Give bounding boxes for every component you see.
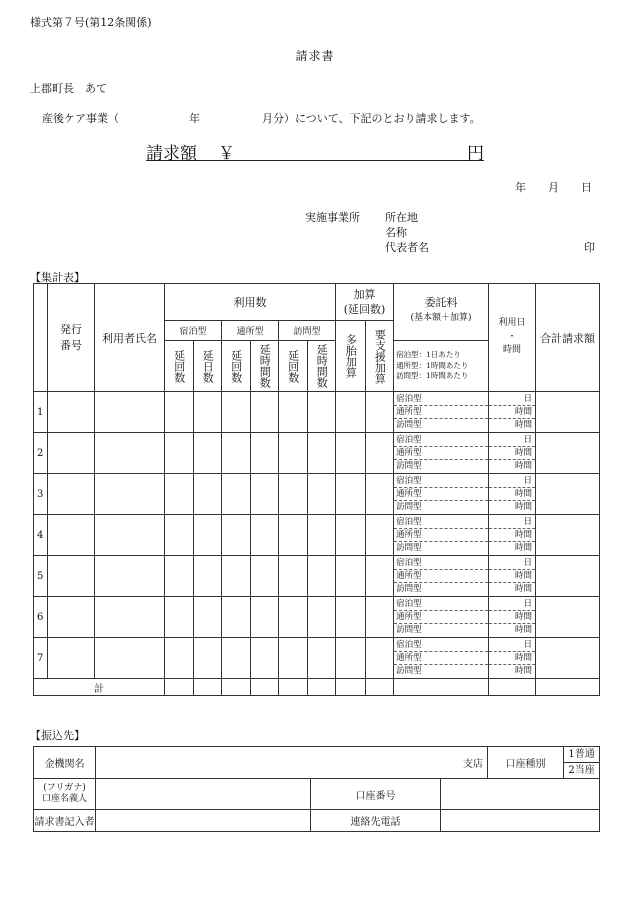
fee-cell[interactable] — [394, 392, 489, 433]
row-number-header — [34, 284, 48, 392]
writer-field[interactable] — [96, 810, 311, 832]
use-hours-label: 時間 — [503, 345, 522, 356]
account-number-field[interactable] — [441, 779, 600, 810]
use-days-header — [489, 284, 536, 392]
use-unit-line: 時間 — [489, 406, 535, 419]
amount-field[interactable] — [146, 141, 484, 164]
stay-type-header: 宿泊型 — [165, 321, 222, 341]
fee-note-daycare: 通所型：1時間あたり — [396, 360, 469, 370]
furigana-label: (フリガナ) — [43, 782, 86, 793]
bank-name-field[interactable] — [96, 747, 488, 779]
count-cell[interactable] — [194, 556, 222, 597]
fee-type-line: 訪問型 — [396, 501, 422, 512]
total-amount-cell[interactable] — [536, 556, 600, 597]
bank-name-label: 金機関名 — [34, 747, 96, 779]
fee-type-line: 通所型 — [394, 570, 488, 583]
issue-number-cell[interactable] — [48, 638, 95, 679]
fee-cell[interactable] — [394, 556, 489, 597]
count-cell[interactable] — [336, 433, 366, 474]
fee-type-line: 訪問型 — [396, 542, 422, 553]
total-amount-cell[interactable] — [536, 597, 600, 638]
fee-cell[interactable] — [394, 515, 489, 556]
representative-label: 代表者名 — [385, 241, 429, 254]
count-cell[interactable] — [222, 433, 251, 474]
count-cell[interactable] — [194, 392, 222, 433]
summary-row — [34, 392, 600, 433]
user-name-cell[interactable] — [95, 556, 165, 597]
intro-year: 年 — [189, 112, 200, 125]
row-number: 5 — [34, 556, 48, 597]
use-unit-line: 日 — [489, 434, 535, 447]
phone-field[interactable] — [441, 810, 600, 832]
stay-days-header: 延日数 — [194, 341, 222, 392]
use-days-dot: ・ — [507, 331, 517, 342]
total-cell[interactable] — [366, 679, 394, 696]
total-amount-cell[interactable] — [536, 392, 600, 433]
date-year: 年 — [515, 181, 526, 194]
branch-label: 支店 — [463, 759, 484, 770]
count-cell[interactable] — [279, 597, 308, 638]
count-cell[interactable] — [165, 597, 194, 638]
use-unit-line: 時間 — [489, 652, 535, 665]
count-cell[interactable] — [336, 474, 366, 515]
count-cell[interactable] — [366, 638, 394, 679]
count-cell[interactable] — [222, 392, 251, 433]
user-name-cell[interactable] — [95, 638, 165, 679]
addition-title: 加算 — [353, 287, 376, 301]
account-type-label: 口座種別 — [488, 747, 564, 779]
use-unit-line: 時間 — [515, 542, 533, 553]
count-cell[interactable] — [366, 433, 394, 474]
holder-label: 口座名義人 — [41, 794, 87, 804]
business-name-label: 名称 — [385, 226, 407, 239]
addressee: 上郡町長 あて — [30, 82, 107, 95]
count-cell[interactable] — [279, 515, 308, 556]
count-cell[interactable] — [279, 433, 308, 474]
summary-row — [34, 474, 600, 515]
fee-cell[interactable] — [394, 474, 489, 515]
daycare-hours-header: 延時間数 — [251, 341, 279, 392]
count-cell[interactable] — [366, 474, 394, 515]
use-days-cell[interactable] — [489, 433, 536, 474]
count-cell[interactable] — [279, 474, 308, 515]
stay-times-header: 延回数 — [165, 341, 194, 392]
fee-type-line: 宿泊型 — [394, 639, 488, 652]
user-name-header: 利用者氏名 — [95, 284, 165, 392]
fee-type-line: 通所型 — [394, 611, 488, 624]
total-cell[interactable] — [279, 679, 308, 696]
intro-sentence — [42, 110, 481, 126]
total-cell[interactable] — [251, 679, 279, 696]
issue-number-cell[interactable] — [48, 597, 95, 638]
use-days-cell[interactable] — [489, 556, 536, 597]
fee-note-stay: 宿泊型：1日あたり — [396, 349, 461, 359]
fee-type-line: 訪問型 — [396, 665, 422, 676]
business-label: 実施事業所 — [305, 211, 360, 224]
document-title: 請求書 — [295, 49, 335, 63]
business-address-label: 所在地 — [385, 211, 418, 224]
fee-type-line: 宿泊型 — [394, 434, 488, 447]
seal-mark: 印 — [584, 241, 595, 254]
count-cell[interactable] — [251, 638, 279, 679]
use-unit-line: 時間 — [489, 447, 535, 460]
count-cell[interactable] — [222, 638, 251, 679]
summary-row — [34, 597, 600, 638]
visit-hours-header: 延時間数 — [308, 341, 336, 392]
date-day: 日 — [581, 181, 592, 194]
fee-cell[interactable] — [394, 597, 489, 638]
issue-number-cell[interactable] — [48, 515, 95, 556]
count-cell[interactable] — [194, 433, 222, 474]
use-days-cell[interactable] — [489, 638, 536, 679]
count-cell[interactable] — [222, 474, 251, 515]
use-unit-line: 時間 — [515, 624, 533, 635]
total-amount-cell[interactable] — [536, 474, 600, 515]
count-cell[interactable] — [308, 556, 336, 597]
row-number: 1 — [34, 392, 48, 433]
visit-type-header: 訪問型 — [279, 321, 336, 341]
issue-number-cell[interactable] — [48, 392, 95, 433]
use-unit-line: 時間 — [489, 611, 535, 624]
count-cell[interactable] — [222, 515, 251, 556]
count-cell[interactable] — [366, 556, 394, 597]
count-cell[interactable] — [251, 474, 279, 515]
use-unit-line: 日 — [489, 598, 535, 611]
use-unit-line: 日 — [489, 516, 535, 529]
fee-type-line: 通所型 — [394, 529, 488, 542]
count-cell[interactable] — [366, 392, 394, 433]
count-cell[interactable] — [194, 474, 222, 515]
bank-section-title: 【振込先】 — [30, 729, 85, 742]
total-cell[interactable] — [165, 679, 194, 696]
account-holder-field[interactable] — [96, 779, 311, 810]
count-cell[interactable] — [251, 392, 279, 433]
row-number: 2 — [34, 433, 48, 474]
count-cell[interactable] — [366, 597, 394, 638]
use-days-cell[interactable] — [489, 392, 536, 433]
count-cell[interactable] — [165, 515, 194, 556]
fee-type-line: 訪問型 — [396, 460, 422, 471]
amount-unit: 円 — [467, 144, 484, 164]
fee-cell[interactable] — [394, 638, 489, 679]
summary-row — [34, 556, 600, 597]
use-unit-line: 時間 — [489, 529, 535, 542]
count-cell[interactable] — [279, 556, 308, 597]
user-name-cell[interactable] — [95, 433, 165, 474]
fee-header — [394, 284, 489, 341]
count-cell[interactable] — [165, 433, 194, 474]
fee-title: 委託料 — [424, 296, 458, 309]
count-cell[interactable] — [251, 515, 279, 556]
use-unit-line: 日 — [489, 393, 535, 406]
fee-type-line: 通所型 — [394, 447, 488, 460]
account-type-ordinary[interactable]: 1普通 — [564, 747, 599, 763]
count-cell[interactable] — [308, 433, 336, 474]
account-type-options[interactable] — [564, 747, 600, 779]
total-cell[interactable] — [222, 679, 251, 696]
use-unit-line: 日 — [489, 639, 535, 652]
fee-type-line: 訪問型 — [396, 583, 422, 594]
intro-prefix: 産後ケア事業（ — [42, 112, 119, 125]
count-cell[interactable] — [336, 556, 366, 597]
total-amount-cell[interactable] — [536, 638, 600, 679]
usage-header: 利用数 — [165, 284, 336, 321]
total-cell[interactable] — [194, 679, 222, 696]
bank-table — [33, 746, 600, 832]
use-unit-line: 時間 — [515, 665, 533, 676]
count-cell[interactable] — [165, 556, 194, 597]
user-name-cell[interactable] — [95, 474, 165, 515]
row-number: 7 — [34, 638, 48, 679]
count-cell[interactable] — [222, 556, 251, 597]
count-cell[interactable] — [279, 392, 308, 433]
summary-row — [34, 515, 600, 556]
total-cell[interactable] — [308, 679, 336, 696]
issue-number-cell[interactable] — [48, 556, 95, 597]
account-number-label: 口座番号 — [311, 779, 441, 810]
date-month: 月 — [548, 181, 559, 194]
fee-type-line: 宿泊型 — [394, 475, 488, 488]
intro-suffix: 月分）について、下記のとおり請求します。 — [262, 112, 481, 125]
count-cell[interactable] — [308, 392, 336, 433]
summary-section-title: 【集計表】 — [30, 271, 85, 284]
row-number: 3 — [34, 474, 48, 515]
total-cell[interactable] — [489, 679, 536, 696]
row-number: 4 — [34, 515, 48, 556]
fee-type-line: 宿泊型 — [394, 557, 488, 570]
user-name-cell[interactable] — [95, 392, 165, 433]
summary-table — [33, 283, 600, 696]
summary-row — [34, 638, 600, 679]
yen-symbol: ￥ — [218, 144, 235, 164]
use-days-label: 利用日 — [498, 318, 526, 329]
count-cell[interactable] — [336, 638, 366, 679]
daycare-type-header: 通所型 — [222, 321, 279, 341]
user-name-cell[interactable] — [95, 515, 165, 556]
user-name-cell[interactable] — [95, 597, 165, 638]
writer-label: 請求書記入者 — [34, 810, 96, 832]
total-amount-cell[interactable] — [536, 515, 600, 556]
fee-type-line: 宿泊型 — [394, 516, 488, 529]
use-unit-line: 時間 — [515, 583, 533, 594]
issue-number-cell[interactable] — [48, 474, 95, 515]
summary-rows — [34, 392, 600, 679]
multiple-birth-header: 多胎加算 — [336, 321, 366, 392]
use-days-cell[interactable] — [489, 597, 536, 638]
count-cell[interactable] — [336, 597, 366, 638]
fee-type-line: 通所型 — [394, 652, 488, 665]
count-cell[interactable] — [222, 597, 251, 638]
count-cell[interactable] — [336, 515, 366, 556]
issue-date — [515, 179, 592, 195]
use-unit-line: 日 — [489, 475, 535, 488]
count-cell[interactable] — [251, 597, 279, 638]
count-cell[interactable] — [366, 515, 394, 556]
use-unit-line: 時間 — [489, 488, 535, 501]
support-needed-header: 要支援加算 — [366, 321, 394, 392]
count-cell[interactable] — [308, 474, 336, 515]
fee-type-line: 訪問型 — [396, 419, 422, 430]
count-cell[interactable] — [251, 433, 279, 474]
count-cell[interactable] — [308, 638, 336, 679]
addition-header — [336, 284, 394, 321]
count-cell[interactable] — [308, 515, 336, 556]
phone-label: 連絡先電話 — [311, 810, 441, 832]
count-cell[interactable] — [194, 638, 222, 679]
count-cell[interactable] — [279, 638, 308, 679]
issue-number-cell[interactable] — [48, 433, 95, 474]
fee-type-line: 訪問型 — [396, 624, 422, 635]
fee-type-line: 宿泊型 — [394, 598, 488, 611]
count-cell[interactable] — [194, 515, 222, 556]
total-cell[interactable] — [536, 679, 600, 696]
account-holder-label — [34, 779, 96, 810]
visit-times-header: 延回数 — [279, 341, 308, 392]
addition-subtitle: (延回数) — [343, 303, 386, 316]
fee-unit-notes — [394, 341, 489, 392]
count-cell[interactable] — [194, 597, 222, 638]
count-cell[interactable] — [308, 597, 336, 638]
use-days-cell[interactable] — [489, 515, 536, 556]
issue-number-header: 発行番号 — [48, 284, 95, 392]
use-unit-line: 時間 — [515, 460, 533, 471]
fee-subtitle: (基本額＋加算) — [410, 313, 472, 323]
total-row-label: 計 — [34, 679, 165, 696]
use-days-cell[interactable] — [489, 474, 536, 515]
row-number: 6 — [34, 597, 48, 638]
fee-note-visit: 訪問型：1時間あたり — [396, 371, 469, 381]
use-unit-line: 時間 — [515, 419, 533, 430]
summary-row — [34, 433, 600, 474]
use-unit-line: 時間 — [489, 570, 535, 583]
total-cell[interactable] — [394, 679, 489, 696]
count-cell[interactable] — [165, 474, 194, 515]
fee-type-line: 通所型 — [394, 488, 488, 501]
amount-label: 請求額 — [146, 144, 197, 164]
use-unit-line: 時間 — [515, 501, 533, 512]
account-type-current[interactable]: 2当座 — [568, 765, 595, 776]
daycare-times-header: 延回数 — [222, 341, 251, 392]
total-cell[interactable] — [336, 679, 366, 696]
count-cell[interactable] — [336, 392, 366, 433]
fee-type-line: 宿泊型 — [394, 393, 488, 406]
form-number: 様式第７号(第12条関係) — [30, 16, 152, 29]
count-cell[interactable] — [251, 556, 279, 597]
count-cell[interactable] — [165, 392, 194, 433]
fee-cell[interactable] — [394, 433, 489, 474]
fee-type-line: 通所型 — [394, 406, 488, 419]
total-amount-cell[interactable] — [536, 433, 600, 474]
total-amount-header: 合計請求額 — [536, 284, 600, 392]
use-unit-line: 日 — [489, 557, 535, 570]
count-cell[interactable] — [165, 638, 194, 679]
